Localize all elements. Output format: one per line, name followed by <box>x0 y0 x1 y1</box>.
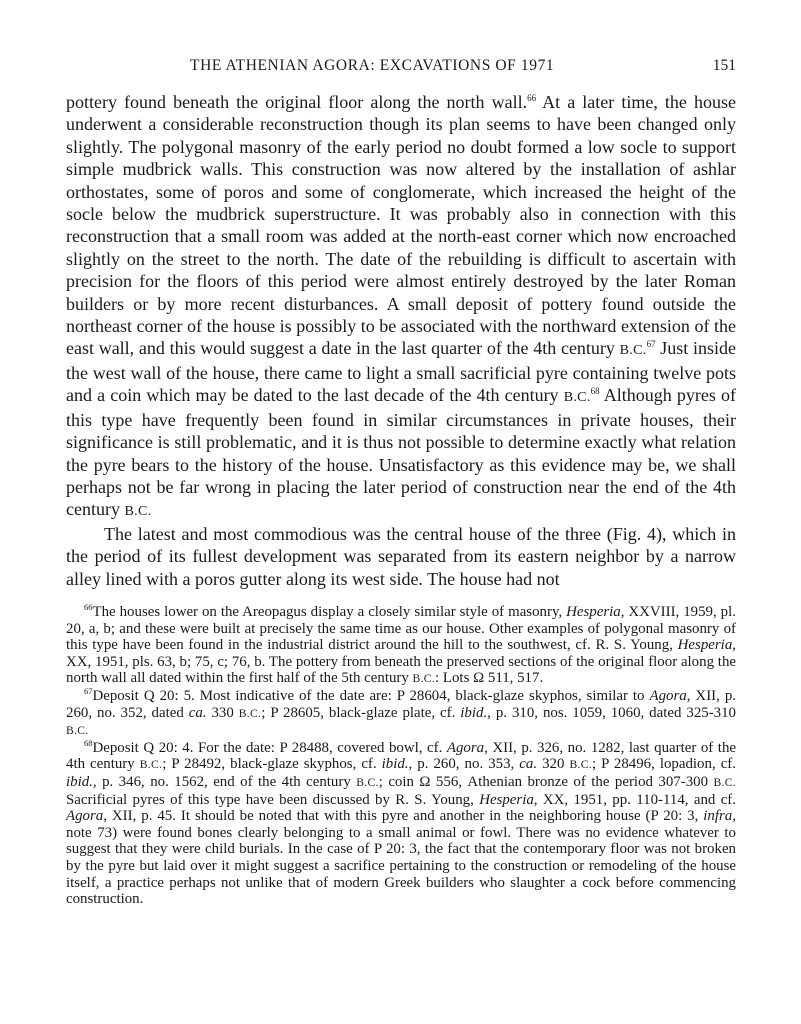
text-run: ; P 28605, black-glaze plate, cf. <box>261 704 461 721</box>
text-run: , p. 346, no. 1562, end of the 4th century <box>92 773 357 790</box>
text-run: ; coin Ω 556, Athenian bronze of the period 307-300 <box>378 773 714 790</box>
text-run: At a later time, the house underwent a considerable reconstruction though its plan seems to have been changed only slightly. The polygonal masonry of the early period no doubt formed a low socle to support simple mudbrick walls. This construction was now altered by the installation of ashlar orthostates, some of poros and some of conglomerate, which increased the height of the socle below the mudbrick superstructure. It was probably also in connection with this reconstruction that a small room was added at the north-east corner which now encroached slightly on the street to the north. The date of the rebuilding is difficult to ascertain with precision for the floors of this period were almost entirely destroyed by the later Roman builders or by more recent disturbances. A small deposit of pottery found outside the northeast corner of the house is possibly to be associated with the northward extension of the east wall, and this would suggest a date in the last quarter of the 4th century <box>66 92 736 359</box>
footnote-ref-66[interactable]: 66 <box>527 93 537 103</box>
text-run: The houses lower on the Areopagus display a closely similar style of masonry, <box>92 604 567 620</box>
journal-title: Agora <box>66 808 104 825</box>
era-abbreviation: B.C. <box>238 706 262 720</box>
text-run: Sacrificial pyres of this type have been discussed by R. S. Young, <box>66 791 480 808</box>
era-abbreviation: B.C. <box>412 672 436 686</box>
body-paragraph-2 <box>66 523 736 590</box>
running-header <box>66 57 736 79</box>
body-text <box>66 91 736 590</box>
text-run: , XX, 1951, pp. 110-114, and cf. <box>533 791 736 808</box>
text-run: ; P 28496, lopadion, cf. <box>591 756 736 773</box>
text-run: : Lots Ω 511, 517. <box>435 670 544 687</box>
journal-title: Hesperia <box>677 637 733 654</box>
footnote-68 <box>66 737 736 908</box>
footnote-number: 67 <box>84 685 93 696</box>
text-run: , XII, p. 260, no. 352, dated <box>66 687 736 721</box>
era-abbreviation: B.C. <box>139 758 163 772</box>
journal-title: Agora <box>649 687 687 704</box>
running-head-title: THE ATHENIAN AGORA: EXCAVATIONS OF 1971 <box>190 57 555 74</box>
text-run: Just inside the west wall of the house, there came to light a small sacrificial pyre containing twelve pots and a coin which may be dated to the last decade of the 4th century <box>66 338 736 406</box>
text-run: , XXVIII, 1959, pl. 20, a, b; and these were built at precisely the same time as our house. Other examples of polygonal masonry of this type have been found in the industrial district around the hill to the southwest, cf. R. S. Young, <box>66 604 736 654</box>
italic-term: infra <box>703 808 733 825</box>
footnotes <box>66 604 736 908</box>
journal-title: Agora <box>446 739 485 756</box>
text-run: , XX, 1951, pls. 63, b; 75, c; 76, b. The pottery from beneath the preserved sections of the original floor along the north wall all dated within the first half of the 5th century <box>66 637 736 687</box>
era-abbreviation: B.C. <box>563 389 591 406</box>
era-abbreviation: B.C. <box>66 724 89 738</box>
text-run: Although pyres of this type have frequently been found in similar circumstances in private houses, their significance is still problematic, and it is thus not possible to determine exactly what relation the pyre bears to the history of the house. Unsatisfactory as this evidence may be, we shall perhaps not be far wrong in placing the later period of construction near the end of the 4th century <box>66 385 736 520</box>
footnote-number: 68 <box>84 737 93 748</box>
journal-title: Hesperia <box>566 604 621 620</box>
text-run: pottery found beneath the original floor along the north wall. <box>66 92 528 112</box>
text-run: The latest and most commodious was the central house of the three (Fig. 4), which in the period of its fullest development was separated from its eastern neighbor by a narrow alley lined with a poros gutter along its west side. The house had not <box>66 523 736 589</box>
italic-term: ibid. <box>460 704 488 721</box>
text-run: , note 73) were found bones clearly belonging to a small animal or fowl. There was no evidence whatever to suggest that they were child burials. In the case of P 20: 3, the fact that the contemporary floor was not broken by the pyre but laid over it might suggest a sacrifice pertaining to the construction or remodeling of the house itself, a practice perhaps not unlike that of modern Greek builders who slaughter a cock before commencing construction. <box>66 808 736 908</box>
footnote-ref-67[interactable]: 67 <box>646 339 656 350</box>
text-run: , p. 260, no. 353, <box>408 756 520 773</box>
footnote-number: 66 <box>84 602 93 612</box>
footnote-ref-68[interactable]: 68 <box>590 386 600 397</box>
body-paragraph-1 <box>66 91 736 523</box>
italic-term: ibid. <box>66 773 93 790</box>
footnote-67 <box>66 685 736 740</box>
text-run: Deposit Q 20: 4. For the date: P 28488, covered bowl, cf. <box>92 739 447 756</box>
text-run: , XII, p. 326, no. 1282, last quarter of the 4th century <box>66 739 736 773</box>
text-run: 330 <box>206 704 239 721</box>
page-number: 151 <box>712 57 736 74</box>
text-run: 320 <box>537 756 570 773</box>
era-abbreviation: B.C. <box>619 342 647 359</box>
footnote-66 <box>66 604 736 688</box>
text-run: , p. 310, nos. 1059, 1060, dated 325-310 <box>487 704 736 721</box>
era-abbreviation: B.C. <box>124 503 152 520</box>
era-abbreviation: B.C. <box>713 775 736 789</box>
journal-title: Hesperia <box>479 791 534 808</box>
era-abbreviation: B.C. <box>569 758 592 772</box>
era-abbreviation: B.C. <box>356 775 379 789</box>
italic-term: ca. <box>188 704 207 721</box>
italic-term: ibid. <box>381 756 409 773</box>
text-run: Deposit Q 20: 5. Most indicative of the date are: P 28604, black-glaze skyphos, similar to <box>92 687 650 704</box>
italic-term: ca. <box>519 756 538 773</box>
text-run: , XII, p. 45. It should be noted that with this pyre and another in the neighboring house (P 20: 3, <box>103 808 704 825</box>
text-run: ; P 28492, black-glaze skyphos, cf. <box>162 756 382 773</box>
